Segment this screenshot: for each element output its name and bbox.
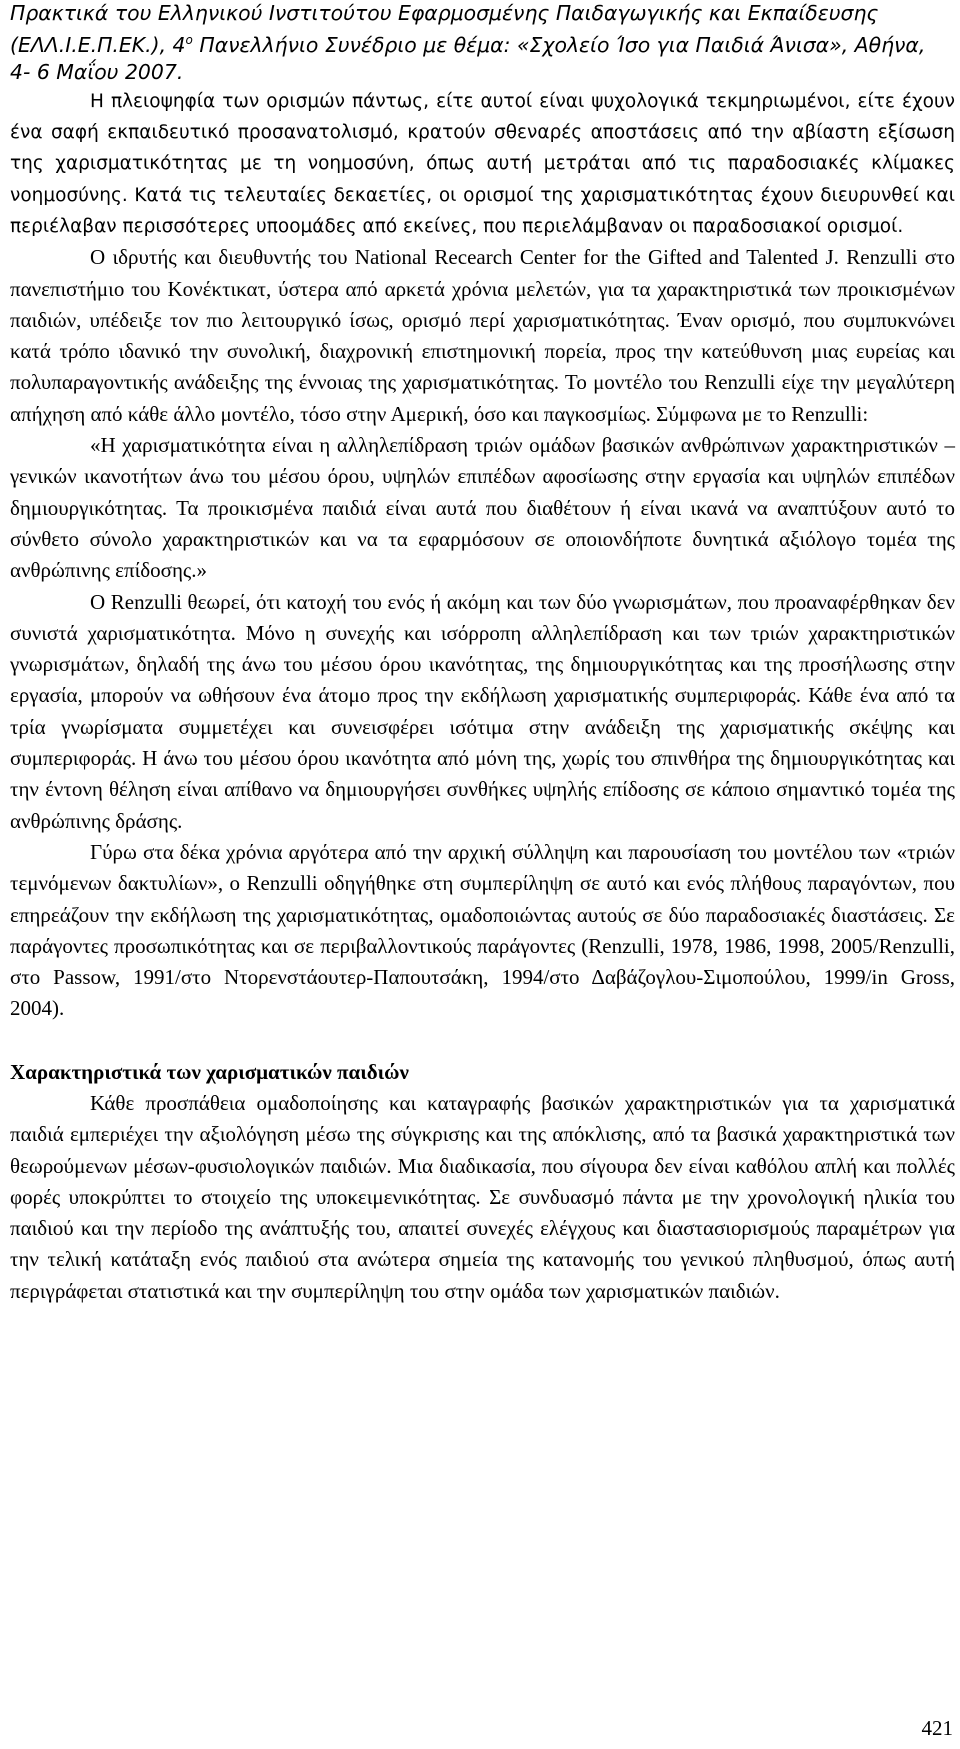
header-line-2-end: Πανελλήνιο Συνέδριο με θέμα: «Σχολείο Ίσο για Παιδιά Άνισα», Αθήνα, (192, 32, 926, 57)
paragraph-three-rings: Γύρω στα δέκα χρόνια αργότερα από την αρχική σύλληψη και παρουσίαση του μοντέλου των «τριών τεμνόμενων δακτυλίων», ο Renzulli οδηγήθηκε στη συμπερίληψη σε αυτό και ενός πλήθους παραγόντων, που επηρεάζουν την εκδήλωση της χαρισματικότητας, ομαδοποιώντας αυτούς σε δύο παραδοσιακές διαστάσεις. Σε παράγοντες προσωπικότητας και σε περιβαλλοντικούς παράγοντες (Renzulli, 1978, 1986, 1998, 2005/Renzulli, στο Passow, 1991/στο Ντορενστάουτερ-Παπουτσάκη, 1994/στο Δαβάζογλου-Σιμοπούλου, 1999/in Gross, 2004). (10, 839, 955, 1021)
section-heading: Χαρακτηριστικά των χαρισματικών παιδιών (10, 1059, 409, 1084)
document-page (10, 0, 955, 1307)
header-line-1: Πρακτικά του Ελληνικού Ινστιτούτου Εφαρμοσμένης Παιδαγωγικής και Εκπαίδευσης (10, 1, 879, 25)
ordinal-superscript: ο (185, 33, 193, 47)
header-line-2 (10, 27, 955, 59)
proceedings-header (10, 0, 955, 86)
paragraph-renzulli-interaction: Ο Renzulli θεωρεί, ότι κατοχή του ενός ή ακόμη και των δύο γνωρισμάτων, που προαναφέρθηκαν δεν συνιστά χαρισματικότητα. Μόνο η συνεχής και ισόρροπη αλληλεπίδραση και των τριών χαρακτηριστικών γνωρισμάτων, δηλαδή της άνω του μέσου όρου ικανότητας, της δημιουργικότητας και της προσήλωσης στην εργασία, μπορούν να ωθήσουν ένα άτομο προς την εκδήλωση χαρισματικής συμπεριφοράς. Κάθε ένα από τα τρία γνωρίσματα συμμετέχει και συνεισφέρει ισότιμα στην ανάδειξη της χαρισματικής σκέψης και συμπεριφοράς. Η άνω του μέσου όρου ικανότητα από μόνη της, χωρίς του σπινθήρα της δημιουργικότητας και την έντονη θέληση είναι απίθανο να δημιουργήσει συνθήκες υψηλής επίδοσης σε κάποιο σημαντικό τομέα της ανθρώπινης δράσης. (10, 589, 955, 833)
page-number: 421 (921, 1716, 953, 1740)
paragraph-definitions: Η πλειοψηφία των ορισμών πάντως, είτε αυτοί είναι ψυχολογικά τεκμηριωμένοι, είτε έχουν ένα σαφή εκπαιδευτικό προσανατολισμό, κρατούν σθεναρές αποστάσεις από την αβίαστη εξίσωση της χαρισματικότητας με τη νοημοσύνη, όπως αυτή μετράται από τις παραδοσιακές κλίμακες νοημοσύνης. Κατά τις τελευταίες δεκαετίες, οι ορισμοί της χαρισματικότητας έχουν διευρυνθεί και περιέλαβαν περισσότερες υποομάδες από εκείνες, που περιελάμβαναν οι παραδοσιακοί ορισμοί. (10, 90, 955, 237)
paragraph-renzulli-quote: «Η χαρισματικότητα είναι η αλληλεπίδραση τριών ομάδων βασικών ανθρώπινων χαρακτηριστικών – γενικών ικανοτήτων άνω του μέσου όρου, υψηλών επιπέδων αφοσίωσης στην εργασία και υψηλών επιπέδων δημιουργικότητας. Τα προικισμένα παιδιά είναι αυτά που διαθέτουν ή είναι ικανά να αναπτύξουν αυτό το σύνθετο σύνολο χαρακτηριστικών και να τα εφαρμόσουν σε οποιονδήποτε δυνητικά αξιόλογο τομέα της ανθρώπινης επίδοσης.» (10, 433, 955, 583)
paragraph-renzulli-model: Ο ιδρυτής και διευθυντής του National Recearch Center for the Gifted and Talented J. Renzulli στο πανεπιστήμιο του Κονέκτικατ, ύστερα από αρκετά χρόνια μελετών, για τα χαρακτηριστικά των προικισμένων παιδιών, υπέδειξε τον πιο λειτουργικό ίσως, ορισμό περί χαρισματικότητας. Έναν ορισμό, που συμπυκνώνει κατά τρόπο ιδανικό την συνολική, διαχρονική επιστημονική πορεία, προς την κατεύθυνση μιας ευρείας και πολυπαραγοντικής ανάδειξης της έννοιας της χαρισματικότητας. Το μοντέλο του Renzulli είχε την μεγαλύτερη απήχηση από κάθε άλλο μοντέλο, τόσο στην Αμερική, όσο και παγκοσμίως. Σύμφωνα με το Renzulli: (10, 245, 955, 426)
header-line-2-start: (ΕΛΛ.Ι.Ε.Π.ΕΚ.), 4 (10, 32, 186, 57)
paragraph-characteristics: Κάθε προσπάθεια ομαδοποίησης και καταγραφής βασικών χαρακτηριστικών για τα χαρισματικά παιδιά εμπεριέχει την αξιολόγηση μέσω της σύγκρισης και της απόκλισης, από τα βασικά χαρακτηριστικά των θεωρούμενων μέσων-φυσιολογικών παιδιών. Μια διαδικασία, που σίγουρα δεν είναι καθόλου απλή και πολλές φορές υποκρύπτει το στοιχείο της υποκειμενικότητας. Σε συνδυασμό πάντα με την χρονολογική ηλικία του παιδιού και την περίοδο της ανάπτυξής του, απαιτεί συνεχές ελέγχους και διαστασιορισμούς παραμέτρων για την τελική κατάταξη ενός παιδιού στα ανώτερα σημεία της κατανομής του γενικού πληθυσμού, όπως αυτή περιγράφεται στατιστικά και την συμπερίληψη του στην ομάδα των χαρισματικών παιδιών. (10, 1091, 955, 1303)
header-line-3: 4- 6 Μαΐου 2007. (10, 59, 184, 84)
